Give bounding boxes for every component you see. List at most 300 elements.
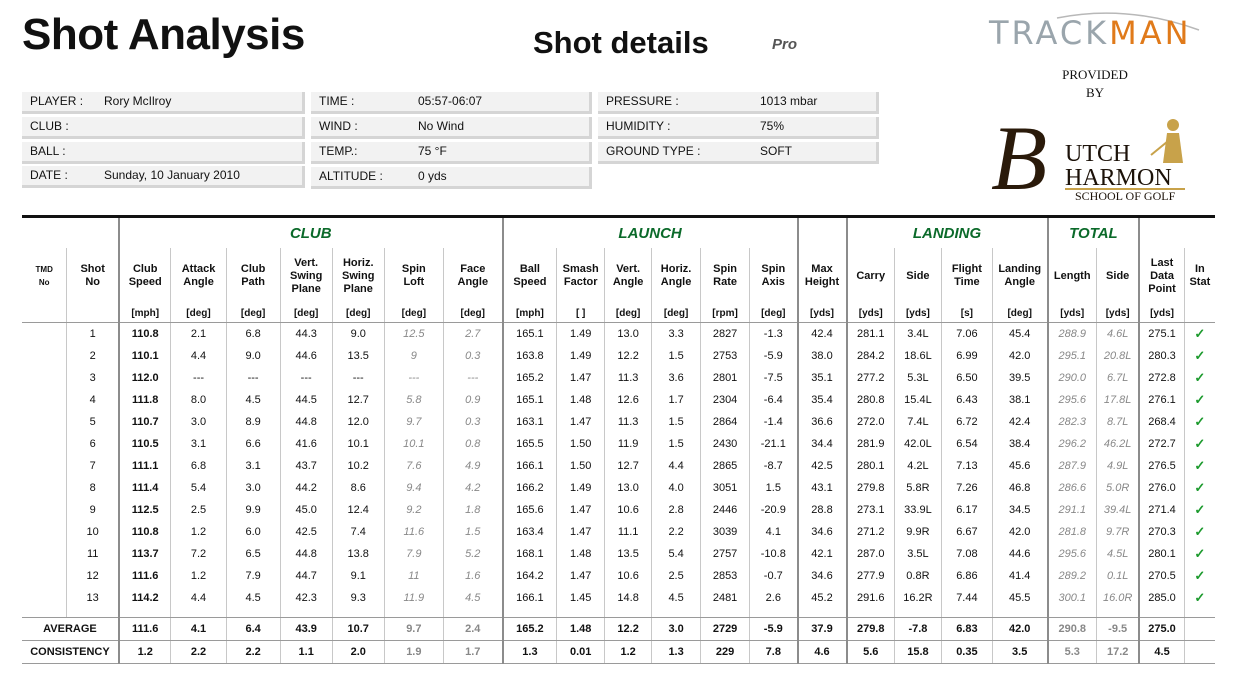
table-cell: 273.1 <box>847 499 895 521</box>
table-cell: 2753 <box>701 345 750 367</box>
table-cell <box>22 323 67 346</box>
table-cell: 1.5 <box>652 411 701 433</box>
summary-cell: 290.8 <box>1048 618 1097 641</box>
table-cell: 46.8 <box>992 477 1047 499</box>
column-unit: [ ] <box>557 304 605 323</box>
table-cell: 6.8 <box>226 323 280 346</box>
table-cell: 0.8 <box>443 433 502 455</box>
table-cell <box>22 455 67 477</box>
table-cell: 277.2 <box>847 367 895 389</box>
column-header: Length <box>1048 248 1097 304</box>
table-cell: 44.8 <box>280 543 332 565</box>
table-cell: 12.2 <box>605 345 652 367</box>
table-cell: 6.54 <box>941 433 992 455</box>
summary-cell: 43.9 <box>280 618 332 641</box>
table-cell: 12.7 <box>605 455 652 477</box>
table-cell: 3 <box>67 367 119 389</box>
table-cell: 11.3 <box>605 367 652 389</box>
table-cell <box>22 543 67 565</box>
table-cell: 43.1 <box>798 477 847 499</box>
table-cell: 4 <box>67 389 119 411</box>
table-cell: 111.1 <box>119 455 171 477</box>
table-cell: 10.2 <box>332 455 384 477</box>
unit-row <box>22 304 1215 323</box>
column-unit: [deg] <box>652 304 701 323</box>
table-cell: 165.5 <box>503 433 557 455</box>
table-cell: 41.4 <box>992 565 1047 587</box>
table-cell: 13.5 <box>605 543 652 565</box>
summary-cell: 6.4 <box>226 618 280 641</box>
table-cell: 34.5 <box>992 499 1047 521</box>
table-cell: 114.2 <box>119 587 171 609</box>
table-cell: 44.5 <box>280 389 332 411</box>
column-unit: [yds] <box>1139 304 1184 323</box>
table-cell: 11.3 <box>605 411 652 433</box>
table-cell: 6.43 <box>941 389 992 411</box>
table-row <box>22 389 1215 411</box>
table-cell: 166.1 <box>503 587 557 609</box>
table-cell: -5.9 <box>750 345 798 367</box>
summary-cell: -9.5 <box>1096 618 1139 641</box>
column-unit: [rpm] <box>701 304 750 323</box>
table-cell: 3.0 <box>226 477 280 499</box>
table-cell: 110.1 <box>119 345 171 367</box>
summary-cell: 3.0 <box>652 618 701 641</box>
table-cell: 285.0 <box>1139 587 1184 609</box>
table-cell: 295.6 <box>1048 543 1097 565</box>
table-cell: 9.0 <box>332 323 384 346</box>
summary-cell: 279.8 <box>847 618 895 641</box>
table-cell: 7.9 <box>384 543 443 565</box>
table-cell: 4.5L <box>1096 543 1139 565</box>
table-cell: 2757 <box>701 543 750 565</box>
summary-cell: 4.6 <box>798 641 847 664</box>
edition-label: Pro <box>772 36 798 53</box>
table-cell: 4.2 <box>443 477 502 499</box>
table-cell: 281.8 <box>1048 521 1097 543</box>
table-cell: 38.1 <box>992 389 1047 411</box>
table-cell: 4.1 <box>750 521 798 543</box>
table-cell: 13.5 <box>332 345 384 367</box>
summary-cell: 4.5 <box>1139 641 1184 664</box>
table-cell: 10 <box>67 521 119 543</box>
table-cell: 7.08 <box>941 543 992 565</box>
table-cell <box>22 389 67 411</box>
summary-cell: -5.9 <box>750 618 798 641</box>
table-cell: 280.3 <box>1139 345 1184 367</box>
svg-text:UTCH: UTCH <box>1065 141 1131 167</box>
summary-cell: 9.7 <box>384 618 443 641</box>
svg-text:SCHOOL OF GOLF: SCHOOL OF GOLF <box>1075 189 1176 203</box>
column-header: Club Speed <box>119 248 171 304</box>
column-unit: [deg] <box>280 304 332 323</box>
table-cell: 111.4 <box>119 477 171 499</box>
table-cell: 5.0R <box>1096 477 1139 499</box>
table-cell: 20.8L <box>1096 345 1139 367</box>
summary-cell: 15.8 <box>894 641 941 664</box>
table-cell: 291.6 <box>847 587 895 609</box>
table-cell: 16.0R <box>1096 587 1139 609</box>
table-cell: 163.4 <box>503 521 557 543</box>
table-cell: 2.7 <box>443 323 502 346</box>
table-cell: 35.4 <box>798 389 847 411</box>
time-field: TIME : 05:57-06:07 <box>311 92 592 114</box>
page-subtitle: Shot details <box>533 25 709 60</box>
check-icon: ✓ <box>1184 411 1215 433</box>
table-cell: 9 <box>384 345 443 367</box>
column-header: Vert. Swing Plane <box>280 248 332 304</box>
table-row <box>22 499 1215 521</box>
table-cell: 0.9 <box>443 389 502 411</box>
check-icon: ✓ <box>1184 323 1215 346</box>
table-cell: 280.1 <box>847 455 895 477</box>
table-cell: 34.4 <box>798 433 847 455</box>
table-cell: 1.48 <box>557 389 605 411</box>
table-cell: 2.2 <box>652 521 701 543</box>
table-cell: 276.1 <box>1139 389 1184 411</box>
table-cell: 9.1 <box>332 565 384 587</box>
table-cell: 0.1L <box>1096 565 1139 587</box>
column-unit: [deg] <box>384 304 443 323</box>
table-cell: 0.3 <box>443 411 502 433</box>
table-cell: 4.9L <box>1096 455 1139 477</box>
table-cell: 276.5 <box>1139 455 1184 477</box>
table-cell: 166.2 <box>503 477 557 499</box>
column-unit: [deg] <box>605 304 652 323</box>
column-header: Side <box>1096 248 1139 304</box>
table-cell: 1.6 <box>443 565 502 587</box>
summary-cell: -7.8 <box>894 618 941 641</box>
table-cell: 13.0 <box>605 323 652 346</box>
table-cell: 33.9L <box>894 499 941 521</box>
table-cell: 281.9 <box>847 433 895 455</box>
table-cell: -8.7 <box>750 455 798 477</box>
table-cell: 289.2 <box>1048 565 1097 587</box>
table-cell: 8.6 <box>332 477 384 499</box>
column-unit: [deg] <box>443 304 502 323</box>
column-header: Spin Loft <box>384 248 443 304</box>
table-cell: 165.1 <box>503 323 557 346</box>
summary-cell: 1.3 <box>503 641 557 664</box>
table-cell: --- <box>332 367 384 389</box>
column-unit: [s] <box>941 304 992 323</box>
table-cell: -7.5 <box>750 367 798 389</box>
table-cell: 7.4L <box>894 411 941 433</box>
table-cell: 10.6 <box>605 499 652 521</box>
column-header: Landing Angle <box>992 248 1047 304</box>
table-cell: 7.2 <box>171 543 226 565</box>
table-cell: 4.4 <box>171 345 226 367</box>
table-cell: -1.3 <box>750 323 798 346</box>
table-cell: 11.9 <box>605 433 652 455</box>
check-icon: ✓ <box>1184 565 1215 587</box>
table-cell: 3.1 <box>226 455 280 477</box>
summary-cell: 5.3 <box>1048 641 1097 664</box>
column-header: Horiz. Angle <box>652 248 701 304</box>
table-cell: 4.5 <box>226 587 280 609</box>
table-cell: 10.1 <box>384 433 443 455</box>
table-cell: 7.26 <box>941 477 992 499</box>
column-unit: [yds] <box>894 304 941 323</box>
table-cell: 42.3 <box>280 587 332 609</box>
table-cell: 3.5L <box>894 543 941 565</box>
table-cell: 281.1 <box>847 323 895 346</box>
table-cell: --- <box>226 367 280 389</box>
table-cell: 1.5 <box>443 521 502 543</box>
table-cell: 45.4 <box>992 323 1047 346</box>
column-unit: [deg] <box>332 304 384 323</box>
table-cell: 6.0 <box>226 521 280 543</box>
table-cell: 6.99 <box>941 345 992 367</box>
column-unit: [deg] <box>750 304 798 323</box>
table-cell: 8.0 <box>171 389 226 411</box>
table-cell: 4.6L <box>1096 323 1139 346</box>
column-header: Side <box>894 248 941 304</box>
table-cell: 6.72 <box>941 411 992 433</box>
average-row <box>22 618 1215 641</box>
table-cell: 113.7 <box>119 543 171 565</box>
column-header: Shot No <box>67 248 119 304</box>
table-cell: 2864 <box>701 411 750 433</box>
table-cell: 7.9 <box>226 565 280 587</box>
table-row <box>22 565 1215 587</box>
table-cell: -21.1 <box>750 433 798 455</box>
table-cell: 5.8 <box>384 389 443 411</box>
table-cell: 7.06 <box>941 323 992 346</box>
table-cell: 6.17 <box>941 499 992 521</box>
table-cell: 1.49 <box>557 345 605 367</box>
table-cell: 112.5 <box>119 499 171 521</box>
table-cell: 7.44 <box>941 587 992 609</box>
consistency-row-label: CONSISTENCY <box>22 641 119 664</box>
table-cell: 44.6 <box>280 345 332 367</box>
summary-cell: 1.3 <box>652 641 701 664</box>
summary-cell: 0.35 <box>941 641 992 664</box>
summary-cell: 1.2 <box>605 641 652 664</box>
table-cell: 7 <box>67 455 119 477</box>
table-cell: 9.9R <box>894 521 941 543</box>
summary-cell: 2729 <box>701 618 750 641</box>
table-cell: 42.5 <box>798 455 847 477</box>
table-cell: 164.2 <box>503 565 557 587</box>
ground-type-field: GROUND TYPE : SOFT <box>598 142 879 164</box>
table-cell: 295.6 <box>1048 389 1097 411</box>
table-cell: 38.4 <box>992 433 1047 455</box>
table-cell: 44.2 <box>280 477 332 499</box>
table-cell: 2827 <box>701 323 750 346</box>
table-cell: 4.0 <box>652 477 701 499</box>
summary-cell: 229 <box>701 641 750 664</box>
table-cell: 2446 <box>701 499 750 521</box>
table-cell: 4.2L <box>894 455 941 477</box>
summary-cell: 0.01 <box>557 641 605 664</box>
table-row <box>22 521 1215 543</box>
table-cell: 270.5 <box>1139 565 1184 587</box>
table-cell: 2430 <box>701 433 750 455</box>
table-cell: 279.8 <box>847 477 895 499</box>
table-cell: 45.2 <box>798 587 847 609</box>
check-icon: ✓ <box>1184 345 1215 367</box>
table-cell <box>22 521 67 543</box>
table-cell: 272.0 <box>847 411 895 433</box>
table-cell: 168.1 <box>503 543 557 565</box>
table-cell: --- <box>384 367 443 389</box>
table-cell: 42.4 <box>992 411 1047 433</box>
table-cell: 15.4L <box>894 389 941 411</box>
table-cell: 1.5 <box>750 477 798 499</box>
wind-field: WIND : No Wind <box>311 117 592 139</box>
summary-cell: 10.7 <box>332 618 384 641</box>
column-unit: [yds] <box>1048 304 1097 323</box>
table-cell: 13.8 <box>332 543 384 565</box>
column-header: Ball Speed <box>503 248 557 304</box>
table-cell: 42.4 <box>798 323 847 346</box>
table-cell: 36.6 <box>798 411 847 433</box>
table-cell: 6.86 <box>941 565 992 587</box>
column-header: Smash Factor <box>557 248 605 304</box>
table-cell: 110.5 <box>119 433 171 455</box>
table-cell: 5.4 <box>171 477 226 499</box>
table-cell: --- <box>171 367 226 389</box>
table-cell: 9.0 <box>226 345 280 367</box>
table-cell: 10.1 <box>332 433 384 455</box>
average-row-label: AVERAGE <box>22 618 119 641</box>
check-icon: ✓ <box>1184 499 1215 521</box>
column-unit: [deg] <box>992 304 1047 323</box>
table-cell: 34.6 <box>798 565 847 587</box>
table-cell <box>22 345 67 367</box>
shot-table <box>22 215 1215 664</box>
table-cell: 11.1 <box>605 521 652 543</box>
summary-cell: 37.9 <box>798 618 847 641</box>
table-cell: 287.9 <box>1048 455 1097 477</box>
svg-text:HARMON: HARMON <box>1065 165 1172 191</box>
table-row <box>22 455 1215 477</box>
table-cell: 272.8 <box>1139 367 1184 389</box>
summary-cell: 42.0 <box>992 618 1047 641</box>
table-cell <box>22 499 67 521</box>
table-row <box>22 433 1215 455</box>
table-cell: 41.6 <box>280 433 332 455</box>
table-cell: 12 <box>67 565 119 587</box>
table-cell: 5.2 <box>443 543 502 565</box>
table-cell <box>22 411 67 433</box>
summary-cell: 1.1 <box>280 641 332 664</box>
table-cell: 42.1 <box>798 543 847 565</box>
table-cell: 9.7R <box>1096 521 1139 543</box>
ball-field: BALL : <box>22 142 305 164</box>
table-cell: 300.1 <box>1048 587 1097 609</box>
table-cell: 1.47 <box>557 411 605 433</box>
table-cell: 3.6 <box>652 367 701 389</box>
table-cell: 3.4L <box>894 323 941 346</box>
table-cell: 1.5 <box>652 433 701 455</box>
table-cell: 46.2L <box>1096 433 1139 455</box>
table-cell: 12.5 <box>384 323 443 346</box>
table-cell: 110.7 <box>119 411 171 433</box>
table-cell: 268.4 <box>1139 411 1184 433</box>
table-cell: 3.3 <box>652 323 701 346</box>
table-cell: 6.6 <box>226 433 280 455</box>
table-cell: 35.1 <box>798 367 847 389</box>
table-cell: 3051 <box>701 477 750 499</box>
check-icon: ✓ <box>1184 521 1215 543</box>
table-cell: 8 <box>67 477 119 499</box>
table-row <box>22 323 1215 346</box>
table-cell: 1 <box>67 323 119 346</box>
table-cell: 16.2R <box>894 587 941 609</box>
column-unit <box>67 304 119 323</box>
date-field: DATE : Sunday, 10 January 2010 <box>22 166 305 188</box>
table-cell: 1.50 <box>557 433 605 455</box>
table-cell: 1.47 <box>557 499 605 521</box>
table-cell: 1.2 <box>171 565 226 587</box>
column-unit: [yds] <box>847 304 895 323</box>
table-cell: 271.4 <box>1139 499 1184 521</box>
summary-cell <box>1184 641 1215 664</box>
table-cell: 6.50 <box>941 367 992 389</box>
table-cell: --- <box>280 367 332 389</box>
table-cell: 28.8 <box>798 499 847 521</box>
table-cell: 7.6 <box>384 455 443 477</box>
group-landing: LANDING <box>847 217 1048 249</box>
check-icon: ✓ <box>1184 543 1215 565</box>
table-cell: 2865 <box>701 455 750 477</box>
summary-cell: 2.2 <box>171 641 226 664</box>
column-unit: [mph] <box>119 304 171 323</box>
butch-harmon-logo <box>987 103 1207 211</box>
table-cell: 1.7 <box>652 389 701 411</box>
table-cell: -0.7 <box>750 565 798 587</box>
check-icon: ✓ <box>1184 477 1215 499</box>
table-cell: 34.6 <box>798 521 847 543</box>
table-cell: 5.4 <box>652 543 701 565</box>
table-cell: 12.7 <box>332 389 384 411</box>
table-cell: 165.6 <box>503 499 557 521</box>
table-cell: 4.5 <box>226 389 280 411</box>
table-cell <box>22 565 67 587</box>
summary-cell: 17.2 <box>1096 641 1139 664</box>
table-cell: 44.8 <box>280 411 332 433</box>
table-cell: 42.0 <box>992 345 1047 367</box>
table-cell: -6.4 <box>750 389 798 411</box>
table-cell: 275.1 <box>1139 323 1184 346</box>
summary-cell: 1.9 <box>384 641 443 664</box>
table-cell: 110.8 <box>119 323 171 346</box>
table-cell: 44.3 <box>280 323 332 346</box>
table-cell: 39.4L <box>1096 499 1139 521</box>
check-icon: ✓ <box>1184 367 1215 389</box>
column-unit: [deg] <box>171 304 226 323</box>
summary-cell <box>1184 618 1215 641</box>
summary-cell: 5.6 <box>847 641 895 664</box>
table-cell: 9 <box>67 499 119 521</box>
table-cell: 111.8 <box>119 389 171 411</box>
table-cell: 42.0 <box>992 521 1047 543</box>
table-cell: 2.8 <box>652 499 701 521</box>
table-cell: 38.0 <box>798 345 847 367</box>
table-cell: 5 <box>67 411 119 433</box>
table-cell: 9.3 <box>332 587 384 609</box>
table-cell: 13.0 <box>605 477 652 499</box>
table-cell: 272.7 <box>1139 433 1184 455</box>
table-cell: 18.6L <box>894 345 941 367</box>
table-cell: 288.9 <box>1048 323 1097 346</box>
table-cell: 6.8 <box>171 455 226 477</box>
summary-cell: 2.0 <box>332 641 384 664</box>
table-cell: 44.6 <box>992 543 1047 565</box>
column-header: Max Height <box>798 248 847 304</box>
